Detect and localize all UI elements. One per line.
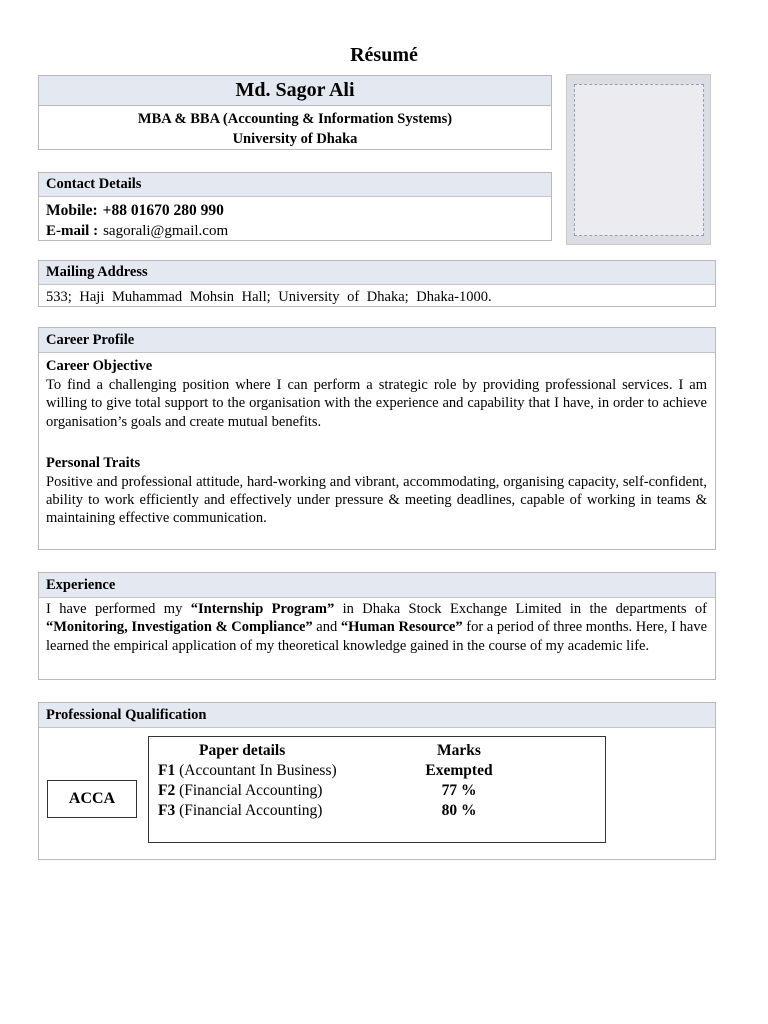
marks-header: Marks <box>437 742 481 759</box>
career-objective-text: To find a challenging position where I can perform a strategic role by providing professional services. I am willing to give total support to the organisation with the experience and capability that I have, in order to achieve organisation’s goals and create mutual benefits. <box>46 377 707 430</box>
email-value: sagorali@gmail.com <box>103 223 229 239</box>
mailing-address: 533; Haji Muhammad Mohsin Hall; University of Dhaka; Dhaka-1000. <box>46 289 492 305</box>
experience-section <box>38 572 716 680</box>
qualification-heading: Professional Qualification <box>39 703 715 728</box>
career-objective-heading: Career Objective <box>46 358 153 374</box>
experience-text-part: I have performed my <box>46 601 191 617</box>
paper-details-header: Paper details <box>199 742 286 759</box>
paper-marks: Exempted <box>425 762 493 779</box>
contact-heading: Contact Details <box>39 173 551 197</box>
table-row <box>149 801 605 821</box>
document-title: Résumé <box>350 44 418 66</box>
personal-traits-heading: Personal Traits <box>46 454 141 471</box>
paper-marks: 77 % <box>441 782 477 799</box>
career-section <box>38 327 716 550</box>
email-label: E-mail : <box>46 223 99 239</box>
department-highlight: “Human Resource” <box>340 619 463 636</box>
qualification-body-box <box>47 780 137 818</box>
paper-name: (Financial Accounting) <box>179 782 323 799</box>
candidate-name: Md. Sagor Ali <box>38 75 552 106</box>
career-heading: Career Profile <box>39 328 715 353</box>
education-summary <box>38 106 552 150</box>
mailing-heading: Mailing Address <box>39 261 715 285</box>
qualification-body-label: ACCA <box>68 790 116 807</box>
internship-program-highlight: “Internship Program” <box>190 601 335 617</box>
mobile-label: Mobile: <box>46 202 98 219</box>
personal-traits-text: Positive and professional attitude, hard-working and vibrant, accommodating, organising capacity, self-confident, ability to work efficiently and effectively under pressure & meeting deadlines, capable of working in teams & maintaining effective communication. <box>46 473 707 527</box>
department-highlight: “Monitoring, Investigation & Compliance” <box>46 619 313 636</box>
experience-text-part: and <box>312 619 341 636</box>
contact-section <box>38 172 552 241</box>
experience-text-part: for a period of three months. Here, I have learned the empirical application of my theoretical knowledge gained in the course of my academic life. <box>46 619 707 654</box>
experience-text-part: in Dhaka Stock Exchange Limited in the departments of <box>334 601 707 617</box>
paper-code: F2 <box>158 782 176 799</box>
qualification-section <box>38 702 716 860</box>
table-row <box>149 781 605 801</box>
paper-name: (Financial Accounting) <box>179 802 323 819</box>
degree-line: MBA & BBA (Accounting & Information Systems) <box>137 111 453 127</box>
paper-marks: 80 % <box>441 802 477 819</box>
paper-code: F3 <box>158 802 176 819</box>
university-line: University of Dhaka <box>232 131 358 147</box>
paper-table <box>148 736 606 843</box>
paper-code: F1 <box>158 762 176 779</box>
photo-placeholder <box>574 84 704 236</box>
experience-heading: Experience <box>39 573 715 598</box>
profile-photo <box>566 74 711 245</box>
experience-text <box>39 600 715 655</box>
mobile-value: +88 01670 280 990 <box>102 202 224 219</box>
mailing-section <box>38 260 716 307</box>
table-row <box>149 761 605 781</box>
paper-name: (Accountant In Business) <box>179 762 337 779</box>
